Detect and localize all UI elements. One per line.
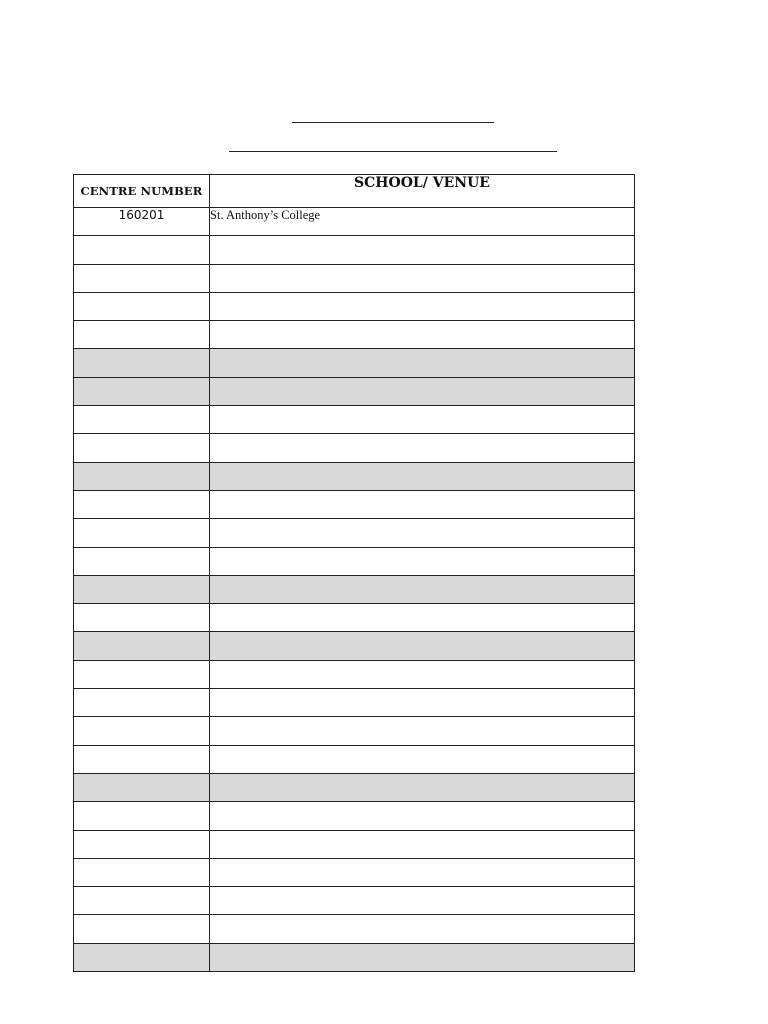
table-row [74, 547, 635, 575]
school-venue-cell [210, 434, 635, 462]
school-venue-cell [210, 547, 635, 575]
centre-number-cell [74, 377, 210, 405]
school-venue-cell: St. Anthony’s College [210, 208, 635, 236]
table-row [74, 802, 635, 830]
centre-number-cell [74, 434, 210, 462]
school-venue-cell [210, 462, 635, 490]
table-row [74, 490, 635, 518]
school-venue-cell [210, 943, 635, 971]
centre-number-cell [74, 689, 210, 717]
table-row [74, 462, 635, 490]
school-venue-cell [210, 292, 635, 320]
table-row [74, 660, 635, 688]
school-venue-cell [210, 858, 635, 886]
table-row [74, 887, 635, 915]
centre-number-cell [74, 802, 210, 830]
table-row [74, 773, 635, 801]
school-venue-cell [210, 689, 635, 717]
centre-number-cell [74, 830, 210, 858]
school-venue-cell [210, 575, 635, 603]
school-venue-cell [210, 490, 635, 518]
school-venue-cell [210, 660, 635, 688]
centre-number-cell [74, 887, 210, 915]
table-row [74, 264, 635, 292]
centre-number-cell [74, 462, 210, 490]
table-row [74, 349, 635, 377]
table-row [74, 858, 635, 886]
school-venue-cell [210, 773, 635, 801]
school-venue-cell [210, 377, 635, 405]
centre-number-cell [74, 773, 210, 801]
school-venue-cell [210, 915, 635, 943]
centre-number-cell [74, 717, 210, 745]
centre-number-cell [74, 745, 210, 773]
column-header-school-venue: SCHOOL/ VENUE [210, 175, 635, 208]
table-row [74, 292, 635, 320]
centre-number-cell [74, 236, 210, 264]
school-venue-cell [210, 745, 635, 773]
school-venue-cell [210, 519, 635, 547]
school-venue-cell [210, 632, 635, 660]
table-row [74, 604, 635, 632]
school-venue-cell [210, 406, 635, 434]
centre-number-cell [74, 858, 210, 886]
centre-number-cell [74, 349, 210, 377]
centre-number-cell [74, 632, 210, 660]
centre-number-cell [74, 575, 210, 603]
school-venue-cell [210, 604, 635, 632]
school-venue-cell [210, 349, 635, 377]
table-row [74, 406, 635, 434]
centre-number-cell [74, 604, 210, 632]
school-venue-cell [210, 887, 635, 915]
table-row [74, 689, 635, 717]
school-venue-cell [210, 717, 635, 745]
table-body [74, 208, 635, 972]
centre-venue-table [73, 174, 635, 972]
centre-number-cell [74, 943, 210, 971]
centre-number-cell [74, 292, 210, 320]
centre-number-cell [74, 519, 210, 547]
centre-number-cell [74, 660, 210, 688]
table-row [74, 575, 635, 603]
table-header-row [74, 175, 635, 208]
table-row [74, 377, 635, 405]
table-row [74, 434, 635, 462]
table-row [74, 745, 635, 773]
centre-number-cell [74, 264, 210, 292]
table-row [74, 943, 635, 971]
subtitle-underline [229, 151, 557, 152]
table-row [74, 717, 635, 745]
centre-number-cell: 160201 [74, 208, 210, 236]
centre-number-cell [74, 547, 210, 575]
centre-number-cell [74, 406, 210, 434]
school-venue-cell [210, 236, 635, 264]
school-venue-cell [210, 830, 635, 858]
table-row [74, 915, 635, 943]
centre-number-cell [74, 490, 210, 518]
school-venue-cell [210, 802, 635, 830]
table-row [74, 830, 635, 858]
title-underline [292, 122, 494, 123]
school-venue-cell [210, 264, 635, 292]
table-row [74, 632, 635, 660]
school-venue-cell [210, 321, 635, 349]
table-row [74, 208, 635, 236]
table-row [74, 321, 635, 349]
centre-number-cell [74, 321, 210, 349]
table-row [74, 236, 635, 264]
table-row [74, 519, 635, 547]
centre-number-cell [74, 915, 210, 943]
column-header-centre-number: CENTRE NUMBER [74, 175, 210, 208]
